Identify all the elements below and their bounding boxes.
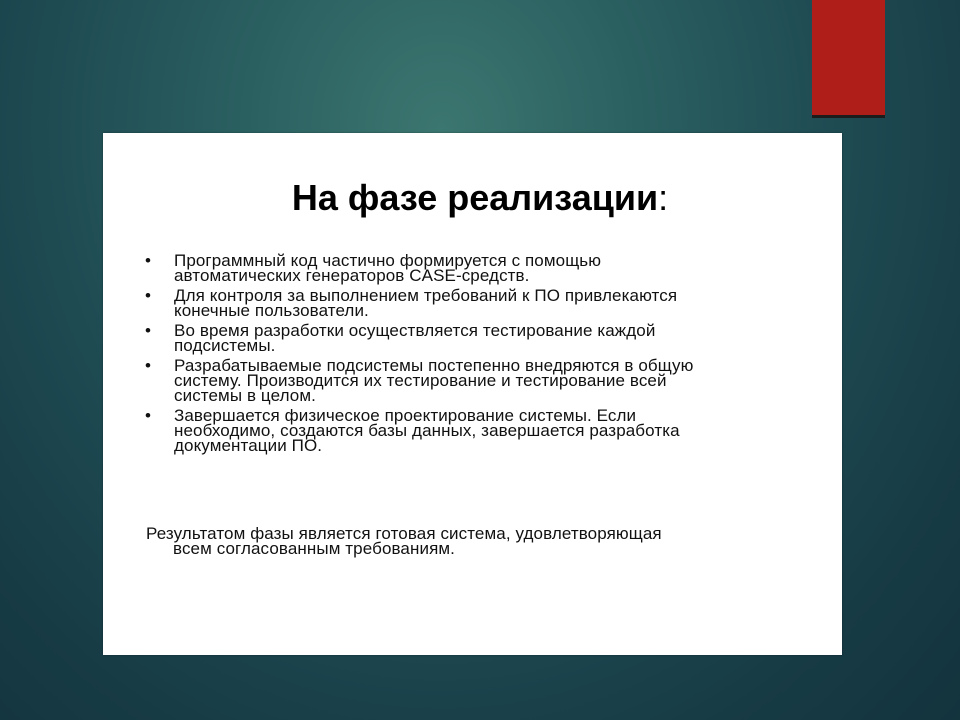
bullet-dot-icon: • [145,286,152,305]
bullet-line: конечные пользователи. [174,301,369,320]
result-line: Результатом фазы является готовая система, удовлетворяющая [146,524,662,543]
slide-title [0,176,960,220]
bullet-dot-icon: • [145,321,152,340]
bullet-line: необходимо, создаются базы данных, завершается разработка [174,421,680,440]
slide-title-colon: : [658,177,669,218]
bullet-line: Программный код частично формируется с помощью [174,251,602,270]
bullet-list [145,253,815,458]
bullet-line: системы в целом. [174,386,316,405]
bullet-line: Завершается физическое проектирование системы. Если [174,406,637,425]
bullet-line: систему. Производится их тестирование и тестирование всей [174,371,667,390]
slide-title-text: На фазе реализации [291,177,659,218]
bullet-dot-icon: • [145,356,152,375]
bullet-line: подсистемы. [174,336,276,355]
result-paragraph [146,526,816,556]
bullet-line: автоматических генераторов CASE-средств. [174,266,530,285]
bullet-item [145,323,815,353]
result-line: всем согласованным требованиям. [173,539,455,558]
bullet-dot-icon: • [145,251,152,270]
bullet-dot-icon: • [145,406,152,425]
red-accent-bar [812,0,885,118]
bullet-item [145,253,815,283]
bullet-item [145,288,815,318]
bullet-item [145,358,815,403]
bullet-line: Для контроля за выполнением требований к ПО привлекаются [174,286,678,305]
bullet-line: Во время разработки осуществляется тестирование каждой [174,321,656,340]
bullet-item [145,408,815,453]
bullet-line: Разрабатываемые подсистемы постепенно внедряются в общую [174,356,694,375]
bullet-line: документации ПО. [174,436,323,455]
